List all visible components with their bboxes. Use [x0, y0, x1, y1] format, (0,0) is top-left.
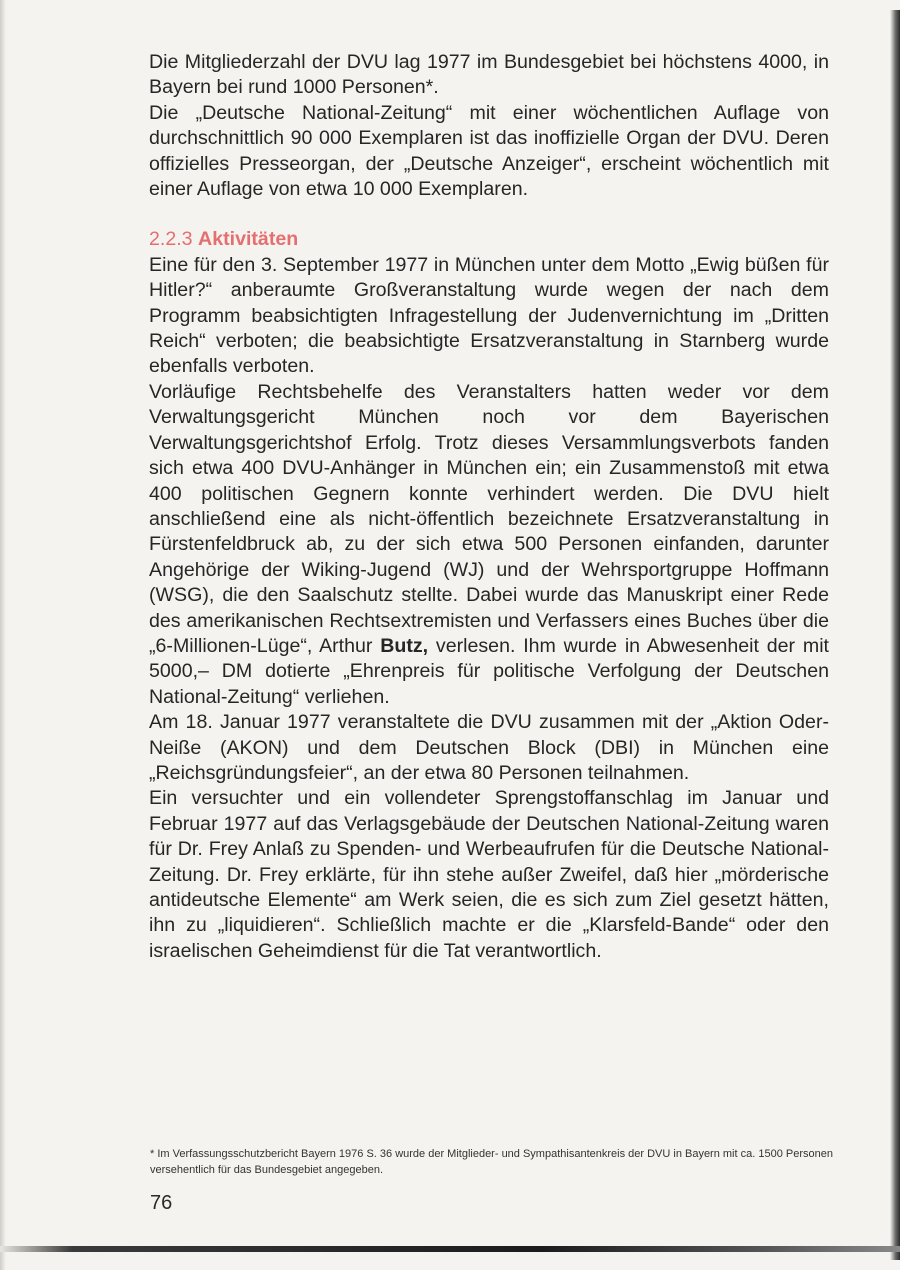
section-heading [149, 227, 829, 252]
intro-paragraph-press: Die „Deutsche National-Zeitung“ mit einer wöchentlichen Auflage von durchschnittlich 90 000 Exemplaren ist das inoffizielle Organ der DVU. Deren offizielles Presseorgan, der „Deutsche Anzeiger“, erscheint wöchentlich mit einer Auflage von etwa 10 000 Exemplaren. [149, 101, 829, 201]
body-paragraph-reichsgruendung: Am 18. Januar 1977 veranstaltete die DVU zusammen mit der „Aktion Oder-Neiße (AKON) und dem Deutschen Block (DBI) in München eine „Reichsgründungsfeier“, an der etwa 80 Personen teilnahmen. [149, 711, 829, 784]
section-spacer [149, 202, 829, 227]
section-number: 2.2.3 [149, 228, 193, 251]
scan-right-edge [890, 10, 900, 1260]
body-paragraph-bombing: Ein versuchter und ein vollendeter Sprengstoffanschlag im Januar und Februar 1977 auf das Verlagsgebäude der Deutschen National-Zeitung waren für Dr. Frey Anlaß zu Spenden- und Werbeaufrufen für die Deutsche National-Zeitung. Dr. Frey erklärte, für ihn stehe außer Zweifel, daß hier „mörderische antideutsche Elemente“ am Werk seien, die es sich zum Ziel gesetzt hätten, ihn zu „liquidieren“. Schließlich machte er die „Klarsfeld-Bande“ oder den israelischen Geheimdienst für die Tat verantwortlich. [149, 787, 829, 962]
body-paragraph-legal-end: verlesen. Ihm wurde in Abwesenheit der mit 5000,– DM dotierte „Ehrenpreis für politische Verfolgung der Deutschen National-Zeitung“ verliehen. [149, 634, 829, 708]
body-paragraph-ban: Eine für den 3. September 1977 in München unter dem Motto „Ewig büßen für Hitler?“ anberaumte Großveranstaltung wurde wegen der nach dem Programm beabsichtigten Infragestellung der Judenvernichtung im „Dritten Reich“ verboten; die beabsichtigte Ersatzveranstaltung in Starnberg wurde ebenfalls verboten. [149, 253, 829, 378]
page-number: 76 [150, 1192, 173, 1214]
body-paragraph-legal-text: Vorläufige Rechtsbehelfe des Veranstalters hatten weder vor dem Verwaltungsgericht München noch vor dem Bayerischen Verwaltungsgerichtshof Erfolg. Trotz dieses Versammlungsverbots fanden sich etwa 400 DVU-Anhänger in München ein; ein Zusammenstoß mit etwa 400 politischen Gegnern konnte verhindert werden. Die DVU hielt anschließend eine als nicht-öffentlich bezeichnete Ersatzveranstaltung in Fürstenfeldbruck ab, zu der sich etwa 500 Personen einfanden, darunter Angehörige der Wiking-Jugend (WJ) und der Wehrsportgruppe Hoffmann (WSG), die den Saalschutz stellte. Dabei wurde das Manuskript einer Rede des amerikanischen Rechtsextremisten und Verfassers eines Buches über die „6-Millionen-Lüge“, Arthur [149, 380, 829, 657]
name-butz: Butz, [380, 634, 429, 657]
page-left-edge [0, 0, 6, 1270]
main-text [149, 50, 829, 964]
scan-bottom-edge [0, 1246, 900, 1252]
intro-paragraph-membership: Die Mitgliederzahl der DVU lag 1977 im Bundesgebiet bei höchstens 4000, in Bayern bei rund 1000 Personen*. [149, 51, 829, 99]
footnote: * Im Verfassungsschutzbericht Bayern 1976 S. 36 wurde der Mitglieder- und Sympathisantenkreis der DVU in Bayern mit ca. 1500 Personen versehentlich für das Bundesgebiet angegeben. [150, 1148, 833, 1176]
body-paragraph-legal [149, 380, 829, 710]
section-title: Aktivitäten [198, 228, 299, 251]
